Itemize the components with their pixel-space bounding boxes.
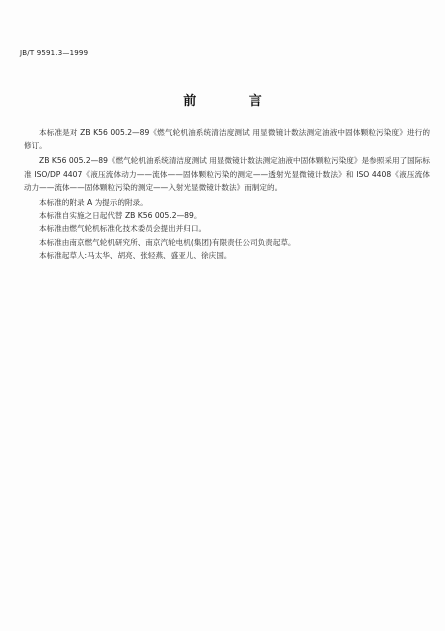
standard-code: JB/T 9591.3—1999 <box>20 49 89 57</box>
paragraph-revision: 本标准是对 ZB K56 005.2—89《燃气轮机油系统清洁度测试 用显微镜计数法测定油液中固体颗粒污染度》进行的修订。 <box>24 128 430 151</box>
foreword-body <box>24 126 430 262</box>
paragraph-reference-standards: ZB K56 005.2—89《燃气轮机油系统清洁度测试 用显微镜计数法测定油液中固体颗粒污染度》是参照采用了国际标准 ISO/DP 4407《液压流体动力——流体——固体颗粒污染的测定——透射光显微镜计数法》和 ISO 4408《液压流体动力——流体——固体颗粒污染的测定——入射光显微镜计数法》而制定的。 <box>24 156 430 192</box>
paragraph-proposed-by: 本标准由燃气轮机标准化技术委员会提出并归口。 <box>39 224 207 234</box>
paragraph-appendix: 本标准的附录 A 为提示的附录。 <box>39 198 148 208</box>
paragraph-drafters: 本标准起草人:马太华、胡亮、张轻燕、盛亚儿、徐庆国。 <box>39 250 232 260</box>
paragraph-replaces: 本标准自实施之日起代替 ZB K56 005.2—89。 <box>39 211 202 221</box>
page-title: 前 言 <box>183 94 286 109</box>
paragraph-drafted-by: 本标准由南京燃气轮机研究所、南京汽轮电机(集团)有限责任公司负责起草。 <box>39 237 296 247</box>
